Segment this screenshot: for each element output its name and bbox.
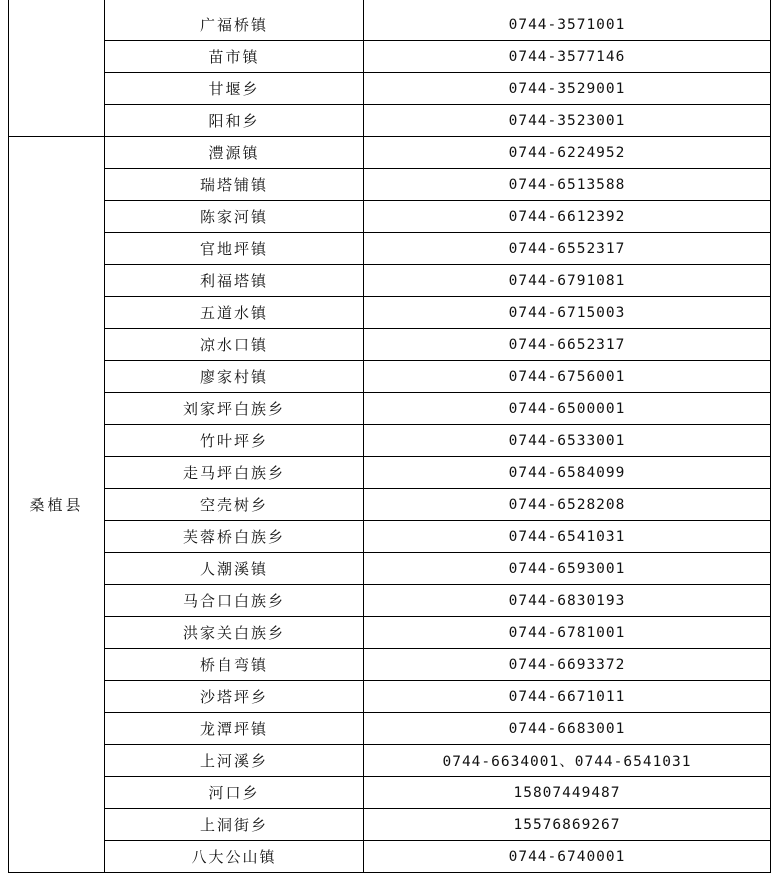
table-row [9, 137, 771, 169]
town-cell: 洪家关白族乡 [105, 617, 364, 649]
town-cell: 河口乡 [105, 777, 364, 809]
town-cell: 凉水口镇 [105, 329, 364, 361]
phone-cell: 0744-6584099 [364, 457, 771, 489]
town-cell: 陈家河镇 [105, 201, 364, 233]
phone-cell: 0744-6500001 [364, 393, 771, 425]
table-row [9, 649, 771, 681]
contact-table [8, 0, 771, 873]
town-cell: 苗市镇 [105, 41, 364, 73]
town-cell: 沙塔坪乡 [105, 681, 364, 713]
table-row [9, 713, 771, 745]
county-cell [9, 0, 105, 137]
town-cell: 芙蓉桥白族乡 [105, 521, 364, 553]
town-cell: 甘堰乡 [105, 73, 364, 105]
table-row [9, 617, 771, 649]
town-cell: 马合口白族乡 [105, 585, 364, 617]
county-cell: 桑植县 [9, 137, 105, 873]
phone-cell: 0744-6791081 [364, 265, 771, 297]
phone-cell: 0744-6830193 [364, 585, 771, 617]
table-row [9, 809, 771, 841]
table-row [9, 681, 771, 713]
phone-cell: 0744-6552317 [364, 233, 771, 265]
town-cell: 龙潭坪镇 [105, 713, 364, 745]
table-row [9, 297, 771, 329]
town-cell: 官地坪镇 [105, 233, 364, 265]
phone-cell: 0744-6693372 [364, 649, 771, 681]
table-row [9, 585, 771, 617]
table-row [9, 553, 771, 585]
table-row [9, 201, 771, 233]
table-row [9, 457, 771, 489]
table-row [9, 489, 771, 521]
table-row [9, 265, 771, 297]
town-cell: 桥自弯镇 [105, 649, 364, 681]
town-cell: 八大公山镇 [105, 841, 364, 873]
town-cell: 廖家村镇 [105, 361, 364, 393]
town-cell: 五道水镇 [105, 297, 364, 329]
phone-cell: 0744-6533001 [364, 425, 771, 457]
phone-cell: 0744-6715003 [364, 297, 771, 329]
table-row [9, 745, 771, 777]
phone-cell: 0744-6671011 [364, 681, 771, 713]
table-row [9, 425, 771, 457]
phone-cell: 0744-6224952 [364, 137, 771, 169]
phone-cell: 0744-6683001 [364, 713, 771, 745]
town-cell: 澧源镇 [105, 137, 364, 169]
phone-cell: 0744-6528208 [364, 489, 771, 521]
phone-cell: 0744-6541031 [364, 521, 771, 553]
phone-cell: 0744-3571001 [364, 0, 771, 41]
town-cell: 广福桥镇 [105, 0, 364, 41]
town-cell: 阳和乡 [105, 105, 364, 137]
town-cell: 利福塔镇 [105, 265, 364, 297]
phone-cell: 0744-3523001 [364, 105, 771, 137]
phone-cell: 0744-6612392 [364, 201, 771, 233]
table-row [9, 233, 771, 265]
phone-cell: 0744-6593001 [364, 553, 771, 585]
town-cell: 刘家坪白族乡 [105, 393, 364, 425]
phone-cell: 0744-6513588 [364, 169, 771, 201]
table-row [9, 521, 771, 553]
phone-cell: 15576869267 [364, 809, 771, 841]
phone-cell: 0744-6634001、0744-6541031 [364, 745, 771, 777]
phone-cell: 15807449487 [364, 777, 771, 809]
phone-cell: 0744-6652317 [364, 329, 771, 361]
table-row [9, 41, 771, 73]
town-cell: 人潮溪镇 [105, 553, 364, 585]
town-cell: 走马坪白族乡 [105, 457, 364, 489]
town-cell: 空壳树乡 [105, 489, 364, 521]
town-cell: 瑞塔铺镇 [105, 169, 364, 201]
town-cell: 上洞街乡 [105, 809, 364, 841]
table-row [9, 73, 771, 105]
table-row [9, 169, 771, 201]
table-row [9, 841, 771, 873]
table-row [9, 393, 771, 425]
town-cell: 竹叶坪乡 [105, 425, 364, 457]
contact-table-body [9, 0, 771, 873]
town-cell: 上河溪乡 [105, 745, 364, 777]
table-row [9, 361, 771, 393]
phone-cell: 0744-6756001 [364, 361, 771, 393]
phone-cell: 0744-3577146 [364, 41, 771, 73]
table-row [9, 777, 771, 809]
phone-cell: 0744-6740001 [364, 841, 771, 873]
table-row [9, 329, 771, 361]
table-row [9, 0, 771, 41]
table-row [9, 105, 771, 137]
phone-cell: 0744-3529001 [364, 73, 771, 105]
phone-cell: 0744-6781001 [364, 617, 771, 649]
